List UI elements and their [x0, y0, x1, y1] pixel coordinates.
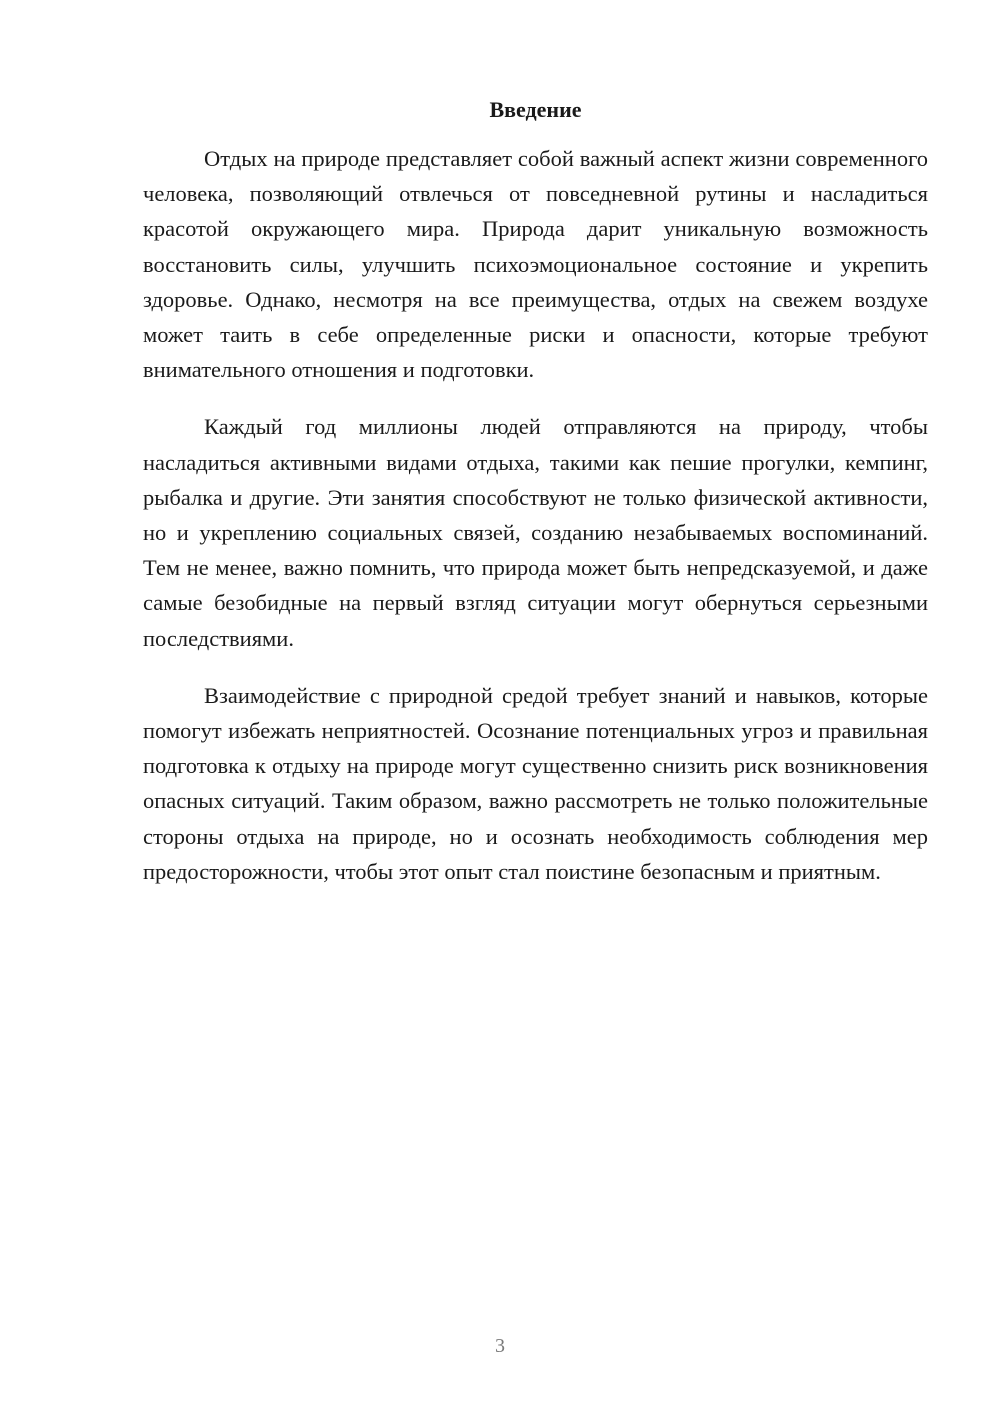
page-content: [143, 94, 928, 911]
paragraph-3: Взаимодействие с природной средой требует знаний и навыков, которые помогут избежать неприятностей. Осознание потенциальных угроз и правильная подготовка к отдыху на природе могут существенно снизить риск возникновения опасных ситуаций. Таким образом, важно рассмотреть не только положительные стороны отдыха на природе, но и осознать необходимость соблюдения мер предосторожности, чтобы этот опыт стал поистине безопасным и приятным.: [143, 682, 928, 884]
body-text: [143, 141, 928, 889]
section-heading: Введение: [489, 97, 582, 122]
page-number: 3: [495, 1335, 505, 1357]
paragraph-2: Каждый год миллионы людей отправляются на природу, чтобы насладиться активными видами отдыха, такими как пешие прогулки, кемпинг, рыбалка и другие. Эти занятия способствуют не только физической активности, но и укреплению социальных связей, созданию незабываемых воспоминаний. Тем не менее, важно помнить, что природа может быть непредсказуемой, и даже самые безобидные на первый взгляд ситуации могут обернуться серьезными последствиями.: [143, 414, 928, 651]
paragraph-1: Отдых на природе представляет собой важный аспект жизни современного человека, позволяющий отвлечься от повседневной рутины и насладиться красотой окружающего мира. Природа дарит уникальную возможность восстановить силы, улучшить психоэмоциональное состояние и укрепить здоровье. Однако, несмотря на все преимущества, отдых на свежем воздухе может таить в себе определенные риски и опасности, которые требуют внимательного отношения и подготовки.: [143, 146, 928, 383]
